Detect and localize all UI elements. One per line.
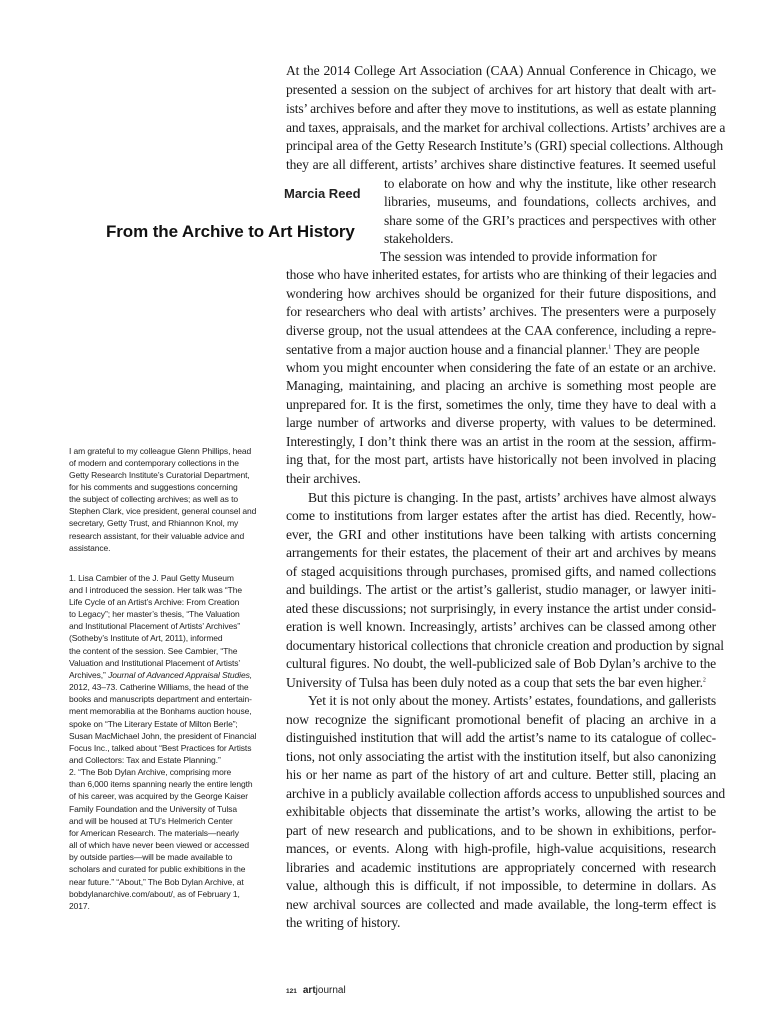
body-line: mances, or events. Along with high-profile, high-value acquisitions, research (286, 841, 716, 856)
body-line: of staged acquisitions through purchases, promised gifts, and named collections (286, 564, 716, 579)
note-line: scholars and curated for public exhibitions in the (69, 864, 246, 874)
journal-logo-bold: art (302, 985, 316, 996)
note-line: for American Research. The materials—nearly (69, 828, 239, 838)
body-line: archive in a publicly available collection affords access to unpublished sources and (286, 786, 725, 801)
body-line: his or her name as part of the history of art and culture. Better still, placing an (286, 767, 716, 782)
body-line: cultural figures. No doubt, the well-publicized sale of Bob Dylan’s archive to the (286, 656, 716, 671)
note-line: of his career, was acquired by the George Kaiser (69, 791, 248, 801)
note-line: Family Foundation and the University of Tulsa (69, 804, 237, 814)
note-line: 2017. (69, 901, 90, 911)
body-line: the writing of history. (286, 915, 401, 930)
note-line: Valuation and Institutional Placement of Artists’ (69, 658, 241, 668)
body-line: libraries and academic institutions are appropriately concerned with research (286, 860, 716, 875)
note-line: Stephen Clark, vice president, general counsel and (69, 506, 257, 516)
article-title: From the Archive to Art History (106, 222, 355, 241)
note-line: all of which have never been viewed or accessed (69, 840, 250, 850)
body-line (286, 341, 716, 360)
body-line: documentary historical collections that chronicle creation and production by signal (286, 638, 724, 653)
body-line: new archival sources are collected and made available, the long-term effect is (286, 897, 716, 912)
body-line: At the 2014 College Art Association (CAA) Annual Conference in Chicago, we (286, 63, 716, 78)
body-line: arrangements for their estates, the placement of their art and archives by means (286, 545, 716, 560)
note-line: ment memorabilia at the Bonhams auction house, (69, 706, 252, 716)
note-line: than 6,000 items spanning nearly the entire length (69, 779, 253, 789)
body-line: their archives. (286, 471, 361, 486)
body-line (286, 674, 716, 693)
note-line: of modern and contemporary collections in the (69, 458, 239, 468)
note-line: and will be housed at TU’s Helmerich Center (69, 816, 233, 826)
body-line: eration is well known. Increasingly, artists’ archives can be classed among other (286, 619, 716, 634)
note-line: secretary, Getty Trust, and Rhiannon Knol, my (69, 518, 239, 528)
note-line: 2. “The Bob Dylan Archive, comprising more (69, 767, 232, 777)
body-line: come to institutions from larger estates after the artist has died. Recently, how- (286, 508, 716, 523)
body-line: ists’ archives before and after they move to institutions, as well as estate planning (286, 101, 717, 116)
body-line: Yet it is not only about the money. Artists’ estates, foundations, and gallerists (308, 693, 716, 708)
note-line: research assistant, for their valuable advice and (69, 531, 245, 541)
note-text: Archives,” (69, 670, 106, 680)
note-line: assistance. (69, 543, 111, 553)
body-line: wondering how archives should be organized for their future dispositions, and (286, 286, 716, 301)
note-line: near future.” “About,” The Bob Dylan Archive, at (69, 877, 244, 887)
note-line: bobdylanarchive.com/about/, as of February 1, (69, 889, 240, 899)
author-name: Marcia Reed (284, 186, 361, 201)
note-line: the content of the session. See Cambier, “The (69, 646, 238, 656)
body-line: exhibitable objects that disseminate the artist’s works, allowing the artist to be (286, 804, 716, 819)
page-footer (286, 980, 346, 998)
note-line: I am grateful to my colleague Glenn Phillips, head (69, 446, 252, 456)
page-number: 121 (286, 988, 297, 995)
footnote-ref[interactable]: 1 (608, 344, 612, 351)
note-line: Life Cycle of an Artist’s Archive: From Creation (69, 597, 240, 607)
body-line: now recognize the significant promotional benefit of placing an archive in a (286, 712, 716, 727)
body-line: tions, not only associating the artist with the institution itself, but also canonizing (286, 749, 716, 764)
body-line-text: They are people (614, 342, 700, 357)
body-line-text: sentative from a major auction house and a financial planner. (286, 342, 609, 357)
body-line: stakeholders. (384, 231, 454, 246)
body-line: diverse group, not the usual attendees at the CAA conference, including a repre- (286, 323, 716, 338)
body-line: those who have inherited estates, for artists who are thinking of their legacies and (286, 267, 717, 282)
note-line: by outside parties—will be made available to (69, 852, 233, 862)
body-line: Interestingly, I don’t think there was an artist in the room at the session, affirm- (286, 434, 716, 449)
note-line: and I introduced the session. Her talk was “The (69, 585, 242, 595)
body-line: principal area of the Getty Research Institute’s (GRI) special collections. Although (286, 138, 723, 153)
note-line: Focus Inc., talked about “Best Practices for Artists (69, 743, 252, 753)
body-line-text: University of Tulsa has been duly noted as a coup that sets the bar even higher. (286, 675, 703, 690)
note-line: books and manuscripts department and entertain- (69, 694, 252, 704)
body-line: distinguished institution that will add the artist’s name to its catalogue of collec- (286, 730, 716, 745)
body-line: they are all different, artists’ archives share distinctive features. It seemed useful (286, 157, 716, 172)
body-line: But this picture is changing. In the past, artists’ archives have almost always (308, 490, 716, 505)
note-line: and Institutional Placement of Artists’ Archives” (69, 621, 241, 631)
note-line: (Sotheby’s Institute of Art, 2011), informed (69, 633, 223, 643)
note-line: for his comments and suggestions concerning (69, 482, 238, 492)
body-line: part of new research and publications, and to be shown in exhibitions, perfor- (286, 823, 716, 838)
body-line: and taxes, appraisals, and the market for archival collections. Artists’ archives are a (286, 120, 726, 135)
note-line: Getty Research Institute’s Curatorial Department, (69, 470, 250, 480)
body-line: unprepared for. It is the first, sometimes the only, time they have to deal with a (286, 397, 716, 412)
body-line: and buildings. The artist or the artist’s gallerist, studio manager, or lawyer initi- (286, 582, 716, 597)
journal-logo-light: journal (315, 985, 346, 996)
body-line: for researchers who deal with artists’ archives. The presenters were a purposely (286, 304, 716, 319)
note-line: to Legacy”; her master’s thesis, “The Valuation (69, 609, 240, 619)
note-line: the subject of collecting archives; as well as to (69, 494, 238, 504)
note-line: 1. Lisa Cambier of the J. Paul Getty Museum (69, 573, 234, 583)
body-line: libraries, museums, and foundations, collects archives, and (384, 194, 716, 209)
note-journal-title: Journal of Advanced Appraisal Studies, (108, 670, 253, 680)
body-line: whom you might encounter when considering the fate of an estate or an archive. (286, 360, 716, 375)
body-line: ever, the GRI and other institutions have been talking with artists concerning (286, 527, 716, 542)
note-line: Susan MacMichael John, the president of Financial (69, 731, 257, 741)
body-line: share some of the GRI’s practices and perspectives with other (384, 213, 716, 228)
body-line: Managing, maintaining, and placing an archive is something most people are (286, 378, 716, 393)
body-line: to elaborate on how and why the institute, like other research (384, 176, 716, 191)
note-line: 2012, 43–73. Catherine Williams, the head of the (69, 682, 249, 692)
note-line: spoke on “The Literary Estate of Milton Berle”; (69, 719, 238, 729)
note-line (69, 669, 269, 681)
body-line: presented a session on the subject of archives for art history that dealt with art- (286, 82, 716, 97)
body-line: The session was intended to provide information for (380, 249, 657, 264)
body-line: ing that, for the most part, artists have historically not been involved in placing (286, 452, 716, 467)
body-line: value, although this is difficult, if not impossible, to determine in dollars. As (286, 878, 716, 893)
body-line: large number of artworks and diverse property, with values to be determined. (286, 415, 716, 430)
note-line: and Collectors: Tax and Estate Planning.” (69, 755, 221, 765)
body-line: ated these discussions; not surprisingly, in every instance the artist under consid- (286, 601, 716, 616)
footnote-ref[interactable]: 2 (702, 677, 706, 684)
